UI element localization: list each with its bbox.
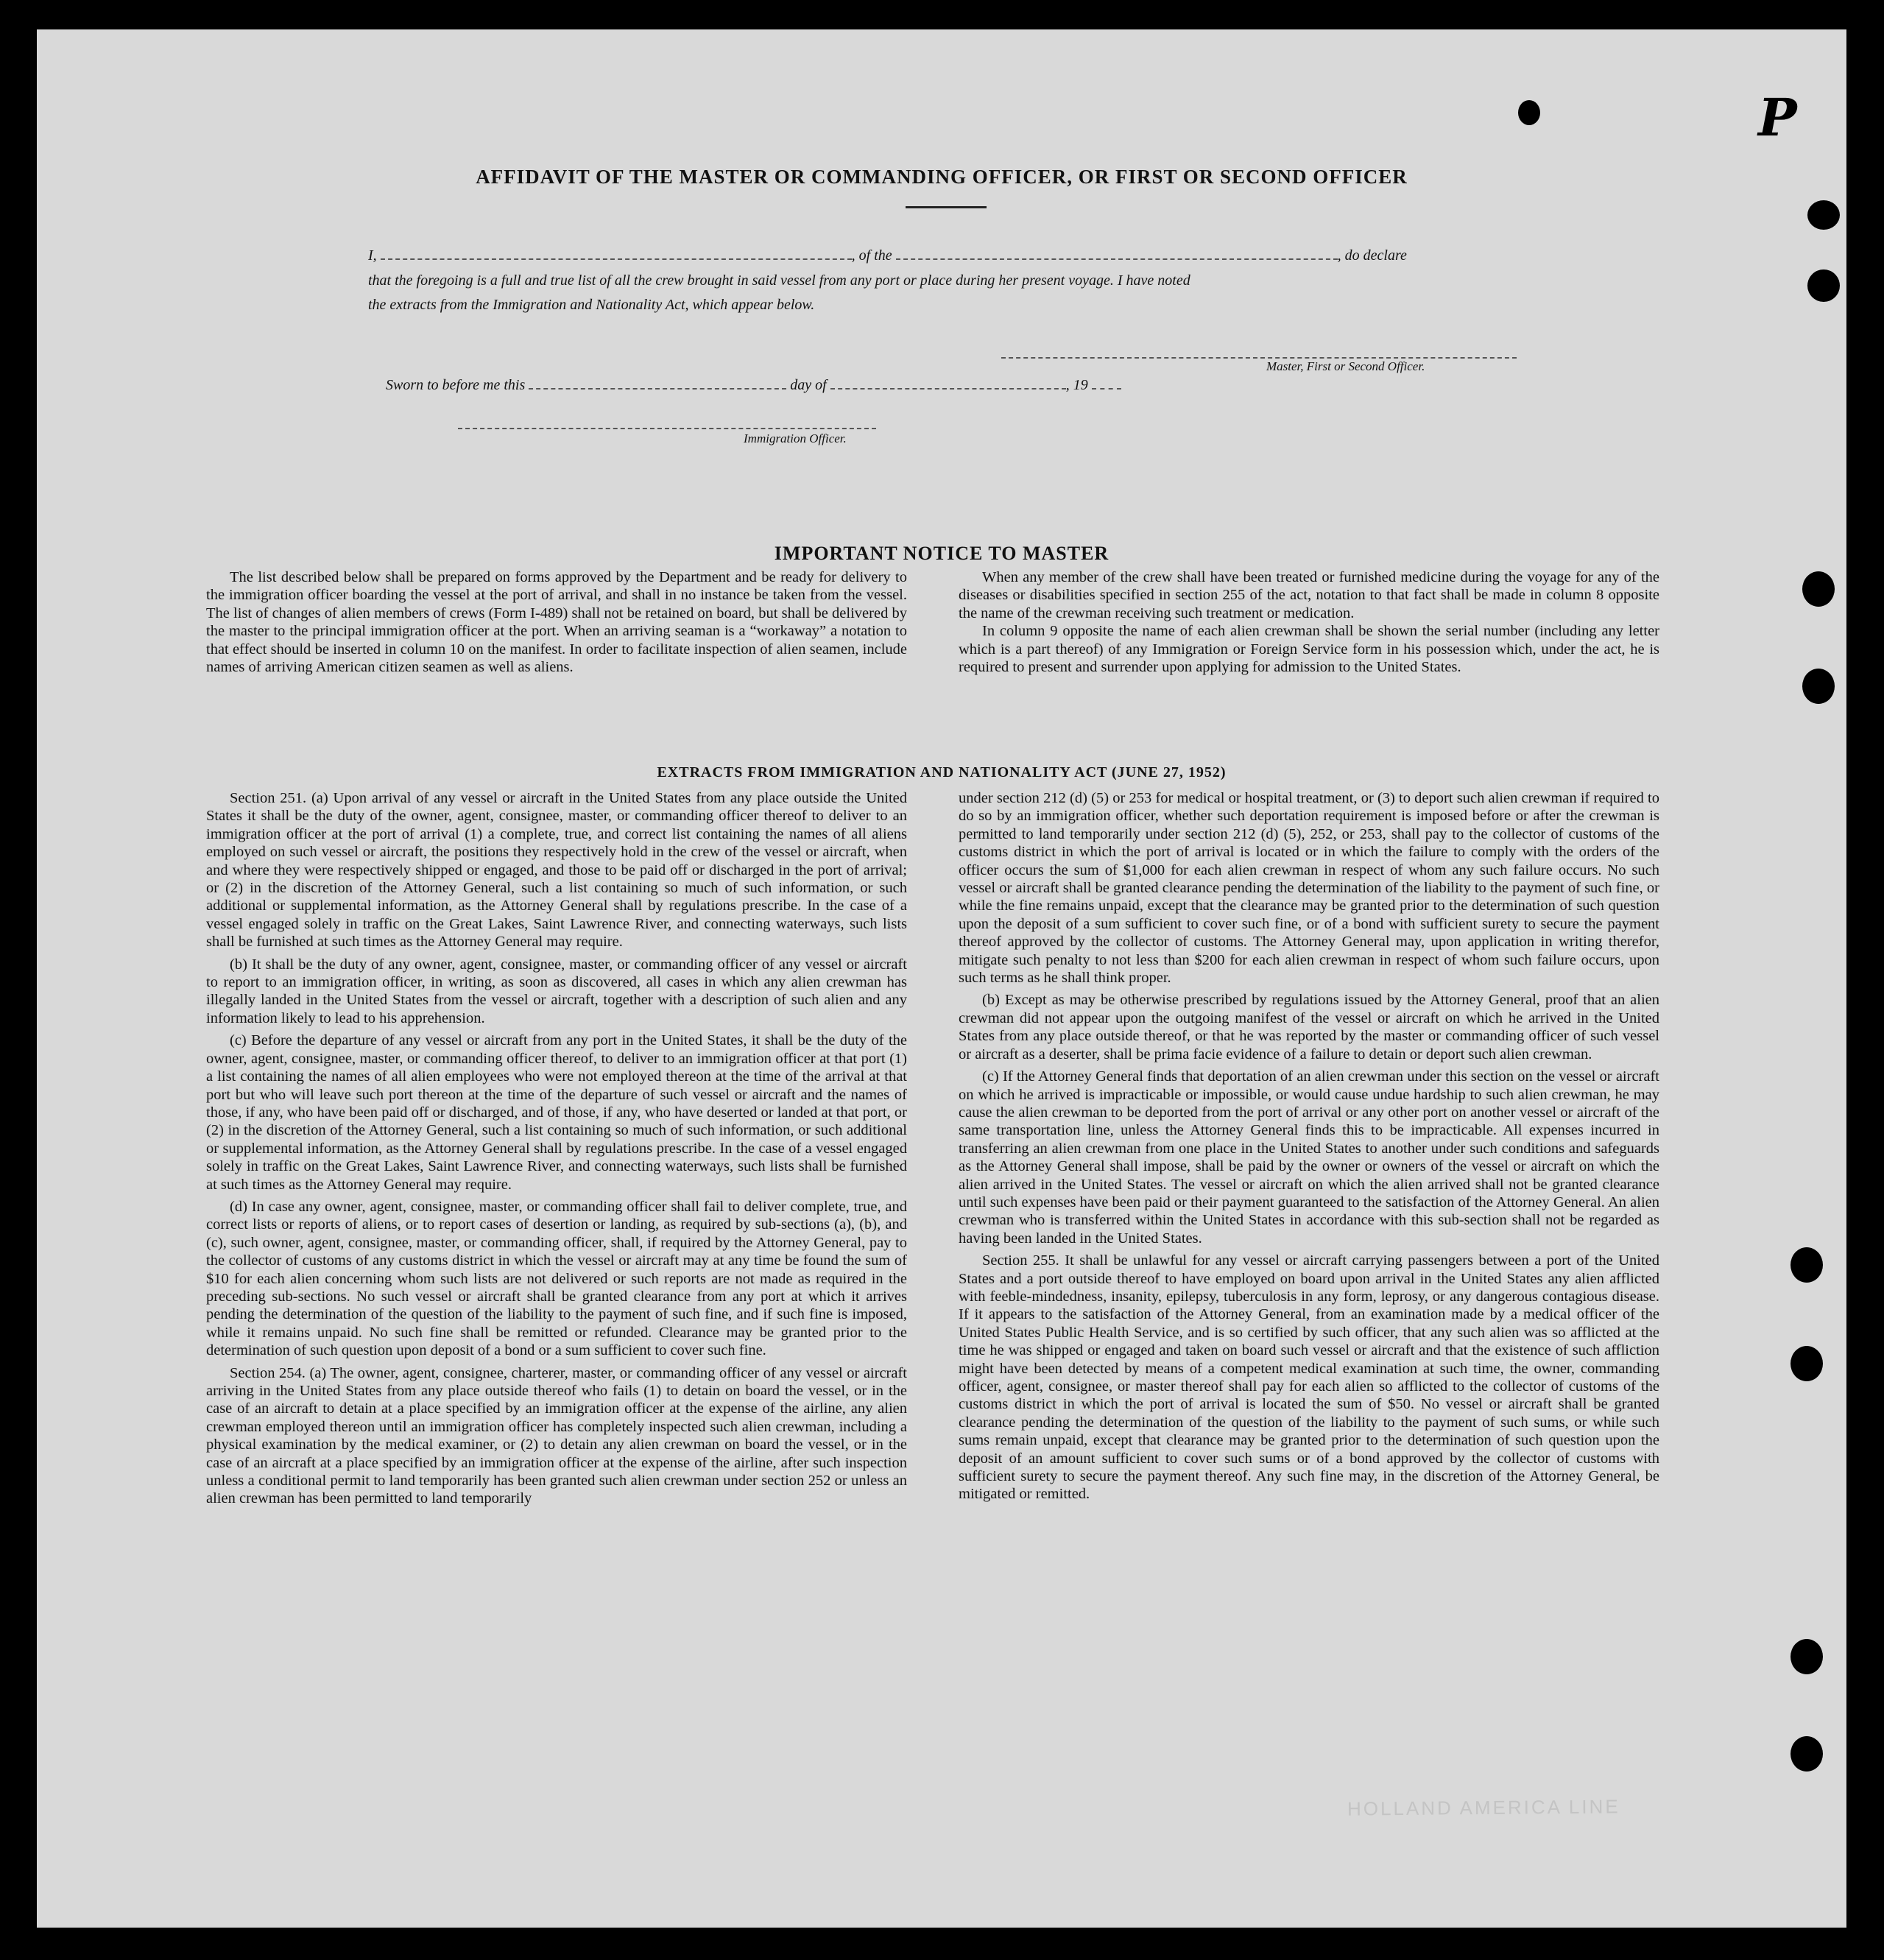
notice-right-text-1: When any member of the crew shall have been treated or furnished medicine during the voyage for any of the diseases or disabilities specified in section 255 of the act, notation to that fact shall be made in column 8 opposite the name of the crewman receiving such treatment or medication. bbox=[959, 569, 1659, 621]
notice-right-text-2: In column 9 opposite the name of each alien crewman shall be shown the serial number (including any letter which is a part thereof) of any Immigration or Foreign Service form in his possession which, under the act, he is required to present and surrender upon applying for admission to the United States. bbox=[959, 623, 1659, 676]
officer-signature-label: Immigration Officer. bbox=[744, 431, 847, 445]
declaration bbox=[368, 242, 1561, 318]
title-rule bbox=[906, 206, 987, 208]
punch-hole bbox=[1807, 269, 1840, 302]
vessel-blank bbox=[896, 251, 1338, 260]
punch-hole bbox=[1790, 1346, 1823, 1381]
corner-mark: P bbox=[1758, 87, 1797, 148]
extract-paragraph: (b) It shall be the duty of any owner, agent, consignee, master, or commanding officer of any vessel or aircraft to report to an immigration officer, in writing, as soon as discovered, all cases in which any alien crewman has illegally landed in the United States from the vessel or aircraft, together with a description of such alien and any information likely to lead to his apprehension. bbox=[206, 956, 907, 1026]
declaration-line-2: that the foregoing is a full and true list of all the crew brought in said vessel from any port or place during her present voyage. I have noted bbox=[368, 272, 1190, 289]
punch-hole bbox=[1790, 1639, 1823, 1674]
punch-hole bbox=[1802, 669, 1835, 704]
notice-left-column bbox=[206, 568, 907, 680]
extract-paragraph: Section 255. It shall be unlawful for any vessel or aircraft carrying passengers between a port of the United States and a port outside thereof to have employed on board upon arrival in the United States any alien afflicted with feeble-mindedness, insanity, epilepsy, tuberculosis in any form, leprosy, or any dangerous contagious disease. If it appears to the satisfaction of the Attorney General, from an examination made by a medical officer of the United States Public Health Service, and is so certified by such officer, that any such alien was so afflicted at the time he was shipped or engaged and taken on board such vessel or aircraft and that the existence of such affliction might have been detected by means of a competent medical examination at such time, the owner, commanding officer, agent, consignee, or master thereof shall pay for each alien so afflicted to the collector of customs of the customs district in which the port of arrival is located the sum of $50. No vessel or aircraft shall be granted clearance pending the determination of the question of the liability to the payment of such sums, or while such sums remain unpaid, except that clearance may be granted prior to the determination of such question upon the deposit of an amount sufficient to cover such sums or of a bond approved by the collector of customs with sufficient surety to secure the payment thereof. Any such fine may, in the discretion of the Attorney General, be mitigated or remitted. bbox=[959, 1252, 1659, 1503]
affidavit-title: AFFIDAVIT OF THE MASTER OR COMMANDING OFFICER, OR FIRST OR SECOND OFFICER bbox=[476, 166, 1408, 188]
sworn-year-blank bbox=[1092, 381, 1121, 389]
punch-hole bbox=[1807, 200, 1840, 230]
sworn-line: Sworn to before me this day of , 19 bbox=[386, 377, 1121, 394]
punch-hole bbox=[1518, 100, 1540, 125]
punch-hole bbox=[1790, 1736, 1823, 1772]
notice-title: IMPORTANT NOTICE TO MASTER bbox=[774, 543, 1109, 564]
extract-paragraph: under section 212 (d) (5) or 253 for medical or hospital treatment, or (3) to deport such alien crewman if required to do so by an immigration officer, whether such deportation requirement is imposed before or after the crewman is permitted to land temporarily under section 212 (d) (5), 252, or 253, shall pay to the collector of customs of the customs district in which the port of arrival is located or in which the failure to comply with the orders of the officer occurs the sum of $1,000 for each alien crewman in respect of whom any such failure occurs. No such vessel or aircraft shall be granted clearance pending the determination of the liability to the payment of such fine, or while the fine remains unpaid, except that the clearance may be granted prior to the determination of such question upon the deposit of a sum sufficient to cover such fine, or of a bond with sufficient surety to secure the payment thereof approved by the collector of customs. The Attorney General may, upon application in writing therefor, mitigate such penalty to not less than $200 for each alien crewman in respect of whom such failure occurs, upon such terms as he shall think proper. bbox=[959, 790, 1659, 987]
extracts-title: EXTRACTS FROM IMMIGRATION AND NATIONALITY ACT (JUNE 27, 1952) bbox=[657, 764, 1227, 780]
officer-signature-line bbox=[458, 428, 876, 429]
master-signature-line bbox=[1001, 357, 1517, 359]
extract-paragraph: (d) In case any owner, agent, consignee, master, or commanding officer shall fail to deliver complete, true, and correct lists or reports of aliens, or to report cases of desertion or landing, as required by sub-sections (a), (b), and (c), such owner, agent, consignee, master, or commanding officer, shall, if required by the Attorney General, pay to the collector of customs of any customs district in which the vessel or aircraft may at any time be found the sum of $10 for each alien concerning whom such lists are not delivered or such reports are not made as required in the preceding sub-sections. No such vessel or aircraft shall be granted clearance from any port at which it arrives pending the determination of the question of the liability to the payment of such fine, and if such fine is imposed, while it remains unpaid. No such fine shall be remitted or refunded. Clearance may be granted prior to the determination of such question upon deposit of a bond or a sum sufficient to cover such fine. bbox=[206, 1198, 907, 1359]
bleed-through-text: HOLLAND AMERICA LINE bbox=[1347, 1795, 1620, 1820]
declaration-line-3: the extracts from the Immigration and Nationality Act, which appear below. bbox=[368, 297, 815, 313]
punch-hole bbox=[1790, 1247, 1823, 1283]
master-signature-label: Master, First or Second Officer. bbox=[1266, 359, 1425, 373]
notice-left-text: The list described below shall be prepared on forms approved by the Department and be ready for delivery to the immigration officer boarding the vessel at the port of arrival, and shall in no instance be taken from the vessel. The list of changes of alien members of crews (Form I-489) shall not be retained on board, but shall be delivered by the master to the principal immigration officer at the port. When an arriving seaman is a “workaway” a notation to that effect should be inserted in column 10 on the manifest. In order to facilitate inspection of alien seamen, include names of arriving American citizen seamen as well as aliens. bbox=[206, 569, 907, 676]
declaration-line-1: I, , of the , do declare bbox=[368, 247, 1407, 264]
extracts-left-column bbox=[206, 789, 907, 1512]
sworn-month-blank bbox=[830, 381, 1066, 389]
extract-paragraph: (c) If the Attorney General finds that deportation of an alien crewman under this section on the vessel or aircraft on which he arrived is impracticable or impossible, or would cause undue hardship to such alien crewman, he may cause the alien crewman to be deported from the port of arrival or any other port on another vessel or aircraft of the same transportation line, unless the Attorney General finds this to be impracticable. All expenses incurred in transferring an alien crewman from one place in the United States to another under such conditions and safeguards as the Attorney General shall impose, shall be paid by the owner or owners of the vessel or aircraft on which the alien arrived in the United States. The vessel or aircraft on which the alien arrived shall not be granted clearance until such expenses have been paid or their payment guaranteed to the satisfaction of the Attorney General. An alien crewman who is transferred within the United States in accordance with this sub-section shall not be regarded as having been landed in the United States. bbox=[959, 1068, 1659, 1247]
extract-paragraph: Section 251. (a) Upon arrival of any vessel or aircraft in the United States from any place outside the United States it shall be the duty of the owner, agent, consignee, master, or commanding officer thereof to deliver to an immigration officer at the port of arrival (1) a complete, true, and correct list containing the names of all aliens employed on such vessel or aircraft, the positions they respectively hold in the crew of the vessel or aircraft, when and where they were respectively shipped or engaged, and those to be paid off or discharged in the port of arrival; or (2) in the discretion of the Attorney General, such a list containing so much of such information, or such additional or supplemental information, as the Attorney General shall by regulations prescribe. In the case of a vessel engaged solely in traffic on the Great Lakes, Saint Lawrence River, and connecting waterways, such lists shall be furnished at such times as the Attorney General may require. bbox=[206, 790, 907, 951]
extract-paragraph: Section 254. (a) The owner, agent, consignee, charterer, master, or commanding officer of any vessel or aircraft arriving in the United States from any place outside thereof who fails (1) to detain on board the vessel, or in the case of an aircraft to detain at a place specified by an immigration officer at the expense of the airline, any alien crewman employed thereon until an immigration officer has completely inspected such alien crewman, including a physical examination by the medical examiner, or (2) to detain any alien crewman on board the vessel, or in the case of an aircraft at a place specified by an immigration officer at the expense of the airline, after such inspection unless a conditional permit to land temporarily has been granted such alien crewman under section 252 or unless an alien crewman has been permitted to land temporarily bbox=[206, 1364, 907, 1507]
name-blank bbox=[381, 251, 852, 260]
extracts-right-column bbox=[959, 789, 1659, 1508]
document-page bbox=[37, 29, 1846, 1928]
sworn-day-blank bbox=[529, 381, 786, 389]
notice-right-column bbox=[959, 568, 1659, 680]
extract-paragraph: (b) Except as may be otherwise prescribed by regulations issued by the Attorney General, proof that an alien crewman did not appear upon the outgoing manifest of the vessel or aircraft on which he arrived in the United States from any place outside thereof, or that he was reported by the master or commanding officer of such vessel or aircraft as a deserter, shall be prima facie evidence of a failure to detain or deport such alien crewman. bbox=[959, 992, 1659, 1062]
extract-paragraph: (c) Before the departure of any vessel or aircraft from any port in the United States, it shall be the duty of the owner, agent, consignee, master, or commanding officer thereof, to deliver to an immigration officer at that port (1) a list containing the names of all alien employees who were not employed thereon at the time of the arrival at that port but who will leave such port thereon at the time of the departure of such vessel or aircraft and the names of those, if any, who have been paid off or discharged, and of those, if any, who have deserted or landed at that port, or (2) in the discretion of the Attorney General, such a list containing so much of such information, or such additional or supplemental information, as the Attorney General shall by regulations prescribe. In the case of a vessel engaged solely in traffic on the Great Lakes, Saint Lawrence River, and connecting waterways, such lists shall be furnished at such times as the Attorney General may require. bbox=[206, 1032, 907, 1193]
punch-hole bbox=[1802, 571, 1835, 607]
